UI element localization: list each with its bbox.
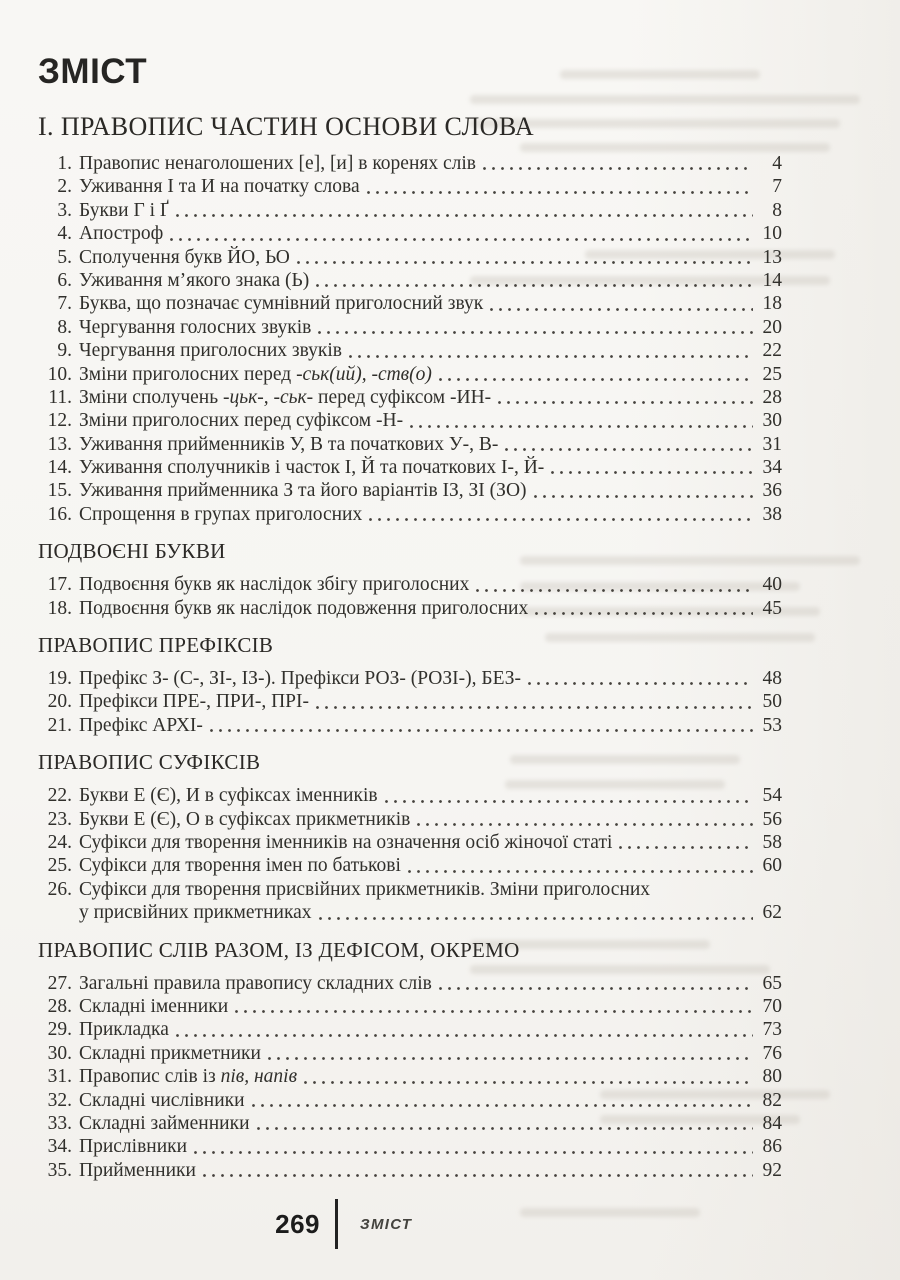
toc-item-page: 10 <box>762 223 782 245</box>
dot-leader <box>319 917 753 920</box>
toc-item-page: 92 <box>762 1159 782 1181</box>
toc-item-title: Правопис ненаголошених [е], [и] в коренях слів <box>79 153 476 174</box>
toc-item-number: 10. <box>47 363 72 385</box>
toc-item-page: 36 <box>762 480 782 502</box>
toc-item-title: Зміни приголосних перед суфіксом -Н- <box>79 410 404 432</box>
section-heading: ПРАВОПИС СУФІКСІВ <box>38 750 261 775</box>
toc-item-number: 14. <box>47 457 72 479</box>
toc-item-title: Загальні правила правопису складних слів <box>79 972 432 994</box>
toc-item-number: 24. <box>47 831 72 853</box>
dot-leader <box>176 1034 753 1037</box>
toc-item-page: 58 <box>762 831 782 853</box>
dot-leader <box>490 308 753 311</box>
toc-item-number: 23. <box>47 808 72 830</box>
dot-leader <box>551 471 753 474</box>
toc-row <box>38 1042 782 1065</box>
dot-leader <box>367 191 753 194</box>
dot-leader <box>194 1151 753 1154</box>
toc-row <box>38 573 782 596</box>
dot-leader <box>316 284 753 287</box>
dot-leader <box>505 448 753 451</box>
toc-item-title: Прислівники <box>79 1136 188 1158</box>
dot-leader <box>304 1081 753 1084</box>
toc-item-title: Складні числівники <box>79 1089 245 1111</box>
toc-item-title: Букви Г і Ґ <box>79 199 169 221</box>
toc-item-page: 80 <box>762 1066 782 1088</box>
toc-row <box>38 199 782 222</box>
toc-item-number: 20. <box>47 691 72 713</box>
section-heading: І. ПРАВОПИС ЧАСТИН ОСНОВИ СЛОВА <box>38 112 535 141</box>
toc-item-title: Суфікси для творення іменників на означення осіб жіночої статі <box>79 831 613 853</box>
toc-item-number: 6. <box>57 269 72 291</box>
toc-row <box>38 690 782 713</box>
dot-leader <box>476 589 753 592</box>
toc-item-page: 22 <box>762 340 782 362</box>
dot-leader <box>498 401 753 404</box>
dot-leader <box>210 729 753 732</box>
toc-item-page: 50 <box>762 691 782 713</box>
toc-item-page: 40 <box>762 574 782 596</box>
toc-item-number: 15. <box>47 480 72 502</box>
toc-row <box>38 175 782 198</box>
dot-leader <box>257 1127 753 1130</box>
toc-item-title: Прийменники <box>79 1159 196 1181</box>
toc-item-page: 30 <box>762 410 782 432</box>
toc-item-number: 2. <box>57 176 72 198</box>
dot-leader <box>252 1104 753 1107</box>
toc-item-page: 82 <box>762 1089 782 1111</box>
toc-row <box>38 667 782 690</box>
toc-row <box>38 714 782 737</box>
section-heading: ПОДВОЄНІ БУКВИ <box>38 539 226 564</box>
toc-row <box>38 808 782 831</box>
toc-item-title: Уживання прийменника З та його варіантів ІЗ, ЗІ (ЗО) <box>79 480 527 502</box>
dot-leader <box>369 518 753 521</box>
toc-row <box>38 339 782 362</box>
toc-row <box>38 246 782 269</box>
toc-item-title: Складні займенники <box>79 1112 250 1134</box>
toc-item-title: Суфікси для творення присвійних прикметників. Зміни приголосних <box>79 878 651 900</box>
toc-item-title: Префікси ПРЕ-, ПРИ-, ПРІ- <box>79 691 309 713</box>
toc-item-number: 9. <box>57 340 72 362</box>
toc-item-page: 48 <box>762 668 782 690</box>
toc-item-title: Буква, що позначає сумнівний приголосний звук <box>79 293 484 315</box>
toc-item-number: 8. <box>57 316 72 338</box>
toc-item-title: Сполучення букв ЙО, ЬО <box>79 246 290 268</box>
toc-item-page: 20 <box>762 316 782 338</box>
toc-item-number: 3. <box>57 199 72 221</box>
toc-item-number: 33. <box>47 1112 72 1134</box>
dot-leader <box>408 870 753 873</box>
toc-item-page: 25 <box>762 363 782 385</box>
toc-item-number: 26. <box>47 878 72 900</box>
footer-section-label: ЗМІСТ <box>360 1215 413 1233</box>
toc-item-page: 14 <box>762 269 782 291</box>
toc-item-title: Чергування приголосних звуків <box>79 340 342 362</box>
toc <box>38 112 782 1182</box>
toc-item-page: 86 <box>762 1136 782 1158</box>
dot-leader <box>316 706 753 709</box>
dot-leader <box>439 987 753 990</box>
toc-row <box>38 292 782 315</box>
toc-item-page: 7 <box>772 176 782 198</box>
toc-item-number: 35. <box>47 1159 72 1181</box>
footer-page-number: 269 <box>275 1208 320 1239</box>
toc-item-number: 13. <box>47 433 72 455</box>
toc-item-title: Букви Е (Є), И в суфіксах іменників <box>79 785 378 807</box>
toc-row <box>38 854 782 877</box>
toc-row <box>38 479 782 502</box>
toc-item-title: Прикладка <box>79 1019 169 1041</box>
toc-item-title: Чергування голосних звуків <box>79 316 312 338</box>
section-heading: ПРАВОПИС СЛІВ РАЗОМ, ІЗ ДЕФІСОМ, ОКРЕМО <box>38 937 520 962</box>
toc-item-title: Уживання м’якого знака (Ь) <box>79 269 310 291</box>
toc-item-number: 21. <box>47 714 72 736</box>
dot-leader <box>268 1057 753 1060</box>
toc-item-number: 32. <box>47 1089 72 1111</box>
toc-item-title: Спрощення в групах приголосних <box>79 503 363 525</box>
dot-leader <box>410 425 753 428</box>
toc-item-number: 16. <box>47 503 72 525</box>
toc-item-title: Уживання сполучників і часток І, Й та початкових І-, Й- <box>79 457 545 479</box>
section-heading: ПРАВОПИС ПРЕФІКСІВ <box>38 633 274 658</box>
toc-item-number: 25. <box>47 855 72 877</box>
toc-row <box>38 878 782 901</box>
toc-row <box>38 995 782 1018</box>
dot-leader <box>170 238 753 241</box>
toc-item-title: Апостроф <box>79 223 164 245</box>
toc-item-page: 54 <box>762 785 782 807</box>
toc-row <box>38 1112 782 1135</box>
dot-leader <box>235 1010 753 1013</box>
toc-item-title: Уживання прийменників У, В та початкових У-, В- <box>79 433 499 455</box>
dot-leader <box>535 612 753 615</box>
toc-item-page: 38 <box>762 503 782 525</box>
toc-item-number: 31. <box>47 1066 72 1088</box>
toc-item-page: 45 <box>762 597 782 619</box>
toc-item-page: 73 <box>762 1019 782 1041</box>
toc-row <box>38 831 782 854</box>
toc-row <box>38 1159 782 1182</box>
toc-row-continuation <box>38 901 782 924</box>
toc-item-number: 11. <box>48 386 72 408</box>
toc-row <box>38 222 782 245</box>
toc-row <box>38 1018 782 1041</box>
toc-row <box>38 503 782 526</box>
toc-row <box>38 784 782 807</box>
toc-item-title: Складні прикметники <box>79 1042 261 1064</box>
toc-item-title: Подвоєння букв як наслідок подовження приголосних <box>79 597 529 619</box>
toc-item-page: 34 <box>762 457 782 479</box>
toc-item-number: 17. <box>47 574 72 596</box>
toc-row <box>38 972 782 995</box>
toc-item-title: Префікс АРХІ- <box>79 714 203 736</box>
toc-item-title: Правопис слів із пів, напів <box>79 1066 298 1088</box>
dot-leader <box>297 261 753 264</box>
toc-item-page: 53 <box>762 714 782 736</box>
toc-item-number: 29. <box>47 1019 72 1041</box>
page-footer <box>240 1198 412 1250</box>
dot-leader <box>534 495 753 498</box>
toc-item-number: 5. <box>57 246 72 268</box>
page-title: ЗМІСТ <box>38 52 148 91</box>
toc-row <box>38 152 782 175</box>
dot-leader <box>203 1174 753 1177</box>
toc-item-number: 28. <box>47 995 72 1017</box>
toc-item-page: 56 <box>762 808 782 830</box>
toc-item-page: 65 <box>762 972 782 994</box>
toc-item-number: 7. <box>57 293 72 315</box>
toc-item-page: 70 <box>762 995 782 1017</box>
toc-item-page: 13 <box>762 246 782 268</box>
toc-item-title: Суфікси для творення імен по батькові <box>79 855 401 877</box>
toc-item-page: 31 <box>762 433 782 455</box>
toc-item-page: 84 <box>762 1112 782 1134</box>
toc-item-title: Зміни приголосних перед -ськ(ий), -ств(о) <box>79 363 432 385</box>
dot-leader <box>318 331 753 334</box>
toc-row <box>38 409 782 432</box>
dot-leader <box>176 214 753 217</box>
toc-item-title: Зміни сполучень -цьк-, -ськ- перед суфіксом -ИН- <box>79 386 492 408</box>
dot-leader <box>528 682 753 685</box>
toc-item-page: 28 <box>762 386 782 408</box>
toc-row <box>38 363 782 386</box>
toc-row <box>38 316 782 339</box>
toc-item-page: 60 <box>762 855 782 877</box>
dot-leader <box>439 378 753 381</box>
toc-row <box>38 1135 782 1158</box>
toc-row <box>38 269 782 292</box>
toc-item-title: Подвоєння букв як наслідок збігу приголосних <box>79 574 470 596</box>
dot-leader <box>385 800 753 803</box>
toc-item-page: 8 <box>772 199 782 221</box>
toc-row <box>38 1065 782 1088</box>
dot-leader <box>417 823 753 826</box>
toc-item-page: 4 <box>772 153 782 174</box>
toc-item-number: 30. <box>47 1042 72 1064</box>
dot-leader <box>483 167 753 170</box>
toc-row <box>38 386 782 409</box>
toc-row <box>38 1089 782 1112</box>
toc-item-page: 76 <box>762 1042 782 1064</box>
toc-item-number: 1. <box>57 153 72 174</box>
toc-item-number: 18. <box>47 597 72 619</box>
toc-item-number: 27. <box>47 972 72 994</box>
toc-item-number: 12. <box>47 410 72 432</box>
toc-item-number: 22. <box>47 785 72 807</box>
toc-item-number: 19. <box>47 668 72 690</box>
toc-item-title: Складні іменники <box>79 995 229 1017</box>
toc-row <box>38 456 782 479</box>
toc-item-number: 4. <box>57 223 72 245</box>
dot-leader <box>619 846 753 849</box>
toc-row <box>38 597 782 620</box>
toc-item-page: 62 <box>762 902 782 924</box>
toc-item-number: 34. <box>47 1136 72 1158</box>
toc-item-title: Букви Е (Є), О в суфіксах прикметників <box>79 808 411 830</box>
toc-item-title: Префікс З- (С-, ЗІ-, ІЗ-). Префікси РОЗ- (РОЗІ-), БЕЗ- <box>79 668 521 690</box>
toc-row <box>38 433 782 456</box>
toc-item-title: Уживання І та И на початку слова <box>79 176 360 198</box>
toc-item-page: 18 <box>762 293 782 315</box>
dot-leader <box>349 355 753 358</box>
toc-item-title: у присвійних прикметниках <box>79 902 312 924</box>
